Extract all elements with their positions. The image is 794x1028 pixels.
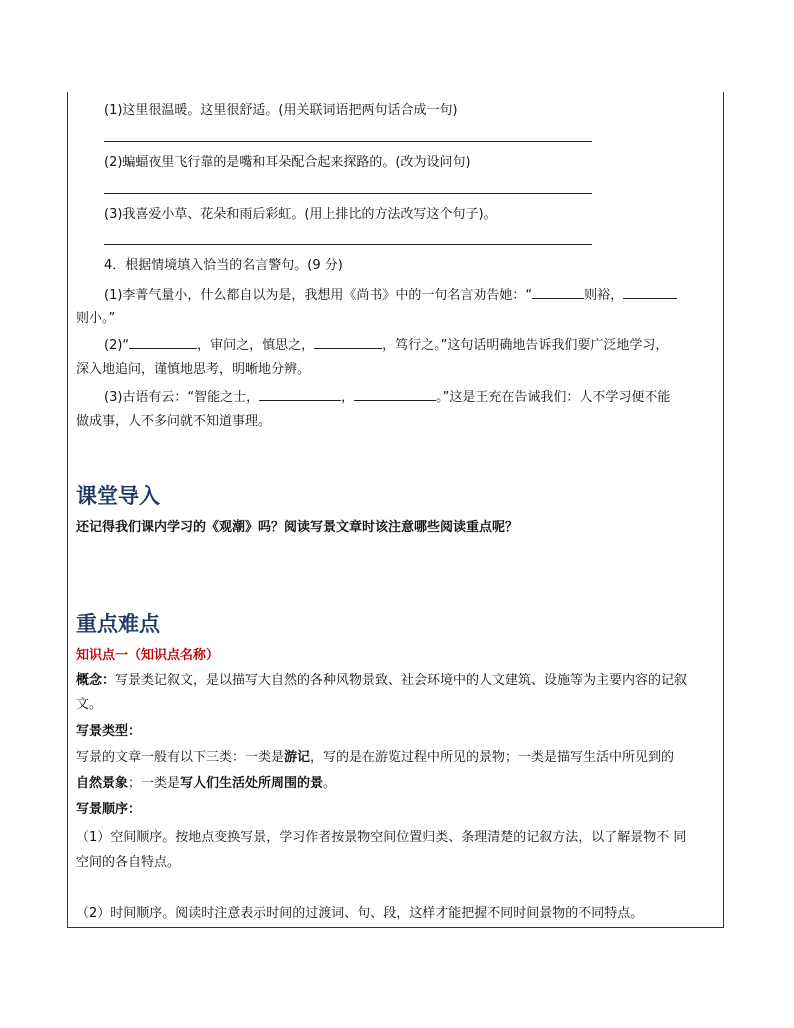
q3-blank-1[interactable]	[259, 388, 341, 401]
answer-line-2[interactable]	[104, 193, 592, 194]
exercise4-q2-line1	[104, 336, 668, 354]
intro-heading: 课堂导入	[76, 483, 160, 508]
q3-text-a: (3)古语有云：“智能之士，	[104, 390, 260, 405]
concept-line1	[76, 673, 687, 689]
types-label: 写景类型：	[76, 724, 142, 739]
intro-question: 还记得我们课内学习的《观潮》吗？阅读写景文章时该注意哪些阅读重点呢？	[76, 520, 519, 535]
order1-line2: 空间的各自特点。	[76, 855, 181, 870]
order2-line: （2）时间顺序。阅读时注意表示时间的过渡词、句、段，这样才能把握不同时间景物的不同特点。	[76, 906, 644, 921]
types-living-surroundings: 写人们生活处所周围的景	[180, 776, 324, 791]
answer-line-1[interactable]	[104, 141, 592, 142]
q1-blank-1[interactable]	[532, 286, 584, 299]
types-text-d2: 。	[323, 776, 337, 791]
exercise3-q3: (3)我喜爱小草、花朵和雨后彩虹。(用上排比的方法改写这个句子)。	[104, 207, 497, 222]
q3-blank-2[interactable]	[354, 388, 436, 401]
q3-text-c: 。”这是王充在告诫我们：人不学习便不能	[436, 390, 671, 405]
types-line1	[76, 750, 674, 766]
q2-blank-1[interactable]	[129, 336, 197, 349]
exercise4-q1-line2: 则小。”	[76, 311, 116, 326]
order1-line1: （1）空间顺序。按地点变换写景，学习作者按景物空间位置归类、条理清楚的记叙方法，以了解景物不 同	[76, 830, 687, 845]
order-label: 写景顺序：	[76, 802, 142, 817]
concept-label: 概念：	[76, 673, 116, 688]
q1-text-b: 则裕，	[584, 288, 624, 303]
q2-text-a: (2)“	[104, 338, 130, 353]
concept-line2: 文。	[76, 697, 103, 712]
types-line2	[76, 776, 336, 792]
exercise4-q3-line2: 做成事，人不多问就不知道事理。	[76, 414, 272, 429]
q2-text-b: ，审问之，慎思之，	[197, 338, 315, 353]
knowledge-point-title: 知识点一（知识点名称）	[76, 648, 220, 663]
exercise4-q3-line1	[104, 388, 670, 406]
q2-text-c: ，笃行之。”这句话明确地告诉我们要广泛地学习，	[382, 338, 669, 353]
q2-blank-2[interactable]	[314, 336, 382, 349]
exercise4-q1-line1	[104, 286, 677, 304]
types-text-c: ，写的是在游览过程中所见的景物；一类是描写生活中所见到的	[310, 750, 675, 765]
exercise4-title: 4．根据情境填入恰当的名言警句。(9 分)	[104, 258, 343, 273]
types-text-b2: ；一类是	[128, 776, 181, 791]
exercise3-q1: (1)这里很温暖。这里很舒适。(用关联词语把两句话合成一句)	[104, 103, 458, 118]
keypoints-heading: 重点难点	[76, 611, 160, 636]
types-text-a: 写景的文章一般有以下三类：一类是	[76, 750, 285, 765]
types-travel-notes: 游记	[284, 750, 311, 765]
q3-text-b: ，	[341, 390, 355, 405]
concept-text: 写景类记叙文，是以描写大自然的各种风物景致、社会环境中的人文建筑、设施等为主要内容的记叙	[115, 673, 688, 688]
types-natural-scenery: 自然景象	[76, 776, 129, 791]
q1-blank-2[interactable]	[623, 286, 677, 299]
q1-text-a: (1)李菁气量小，什么都自以为是，我想用《尚书》中的一句名言劝告她：“	[104, 288, 533, 303]
exercise4-q2-line2: 深入地追问，谨慎地思考，明晰地分辨。	[76, 362, 311, 377]
answer-line-3[interactable]	[104, 244, 592, 245]
exercise3-q2: (2)蝙蝠夜里飞行靠的是嘴和耳朵配合起来探路的。(改为设问句)	[104, 155, 471, 170]
